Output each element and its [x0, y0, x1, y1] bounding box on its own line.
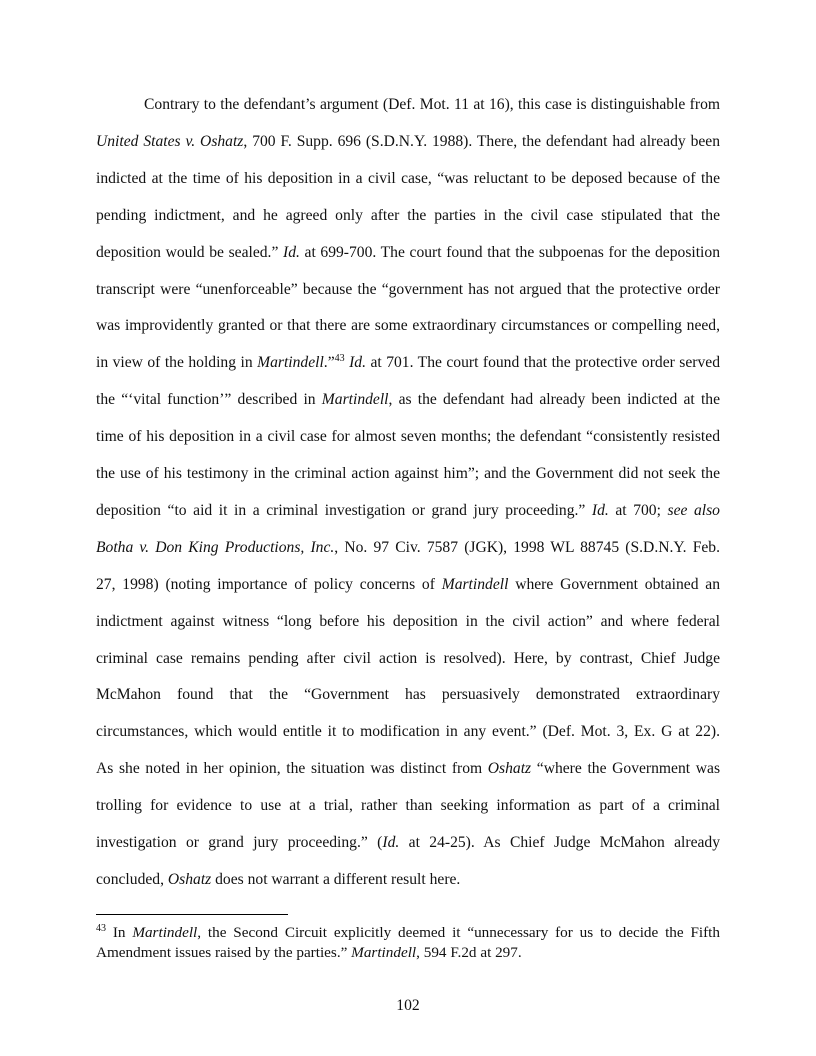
footnote-line	[96, 923, 720, 943]
text-run: “where the Government was	[531, 760, 721, 778]
text-line	[96, 683, 720, 707]
text-line	[96, 388, 720, 412]
citation-italic: Oshatz	[487, 760, 532, 778]
text-run: criminal case remains pending after civil action is resolved). Here, by contrast, Chief Judge	[96, 649, 720, 667]
footnote-line	[96, 943, 720, 963]
text-run: at 701. The court found that the protective order served	[366, 354, 721, 372]
text-line	[96, 610, 720, 634]
text-line	[96, 647, 720, 671]
citation-italic: Id.	[349, 354, 366, 372]
text-line	[96, 241, 720, 265]
page-number: 102	[396, 997, 420, 1014]
text-line	[96, 425, 720, 449]
text-run: In	[106, 924, 133, 941]
text-line	[96, 868, 720, 892]
text-run: , No. 97 Civ. 7587 (JGK), 1998 WL 88745 (S.D.N.Y. Feb.	[334, 538, 720, 556]
text-line	[96, 573, 720, 597]
citation-italic: United States v. Oshatz	[96, 132, 244, 150]
text-line	[96, 794, 720, 818]
text-line	[96, 536, 720, 560]
citation-italic: Id.	[382, 834, 400, 851]
text-line	[96, 130, 720, 154]
text-line	[144, 93, 720, 117]
text-line	[96, 278, 720, 302]
text-run: indictment against witness “long before his deposition in the civil action” and where federal	[96, 612, 720, 630]
citation-italic: see also	[667, 501, 720, 519]
text-run: , 700 F. Supp. 696 (S.D.N.Y. 1988). There, the defendant had already been	[243, 132, 721, 150]
text-run: deposition would be sealed.”	[96, 243, 283, 261]
citation-italic: Martindell	[441, 575, 509, 593]
citation-italic: Id.	[283, 243, 300, 261]
citation-italic: Id.	[591, 501, 609, 519]
text-line	[96, 720, 720, 744]
text-run: Amendment issues raised by the parties.”	[96, 944, 352, 961]
text-run: 27, 1998) (noting importance of policy concerns of	[96, 575, 442, 593]
text-run: , the Second Circuit explicitly deemed it “unnecessary for us to decide the Fifth	[197, 924, 720, 941]
footnote-marker: 43	[96, 922, 106, 934]
text-run: the use of his testimony in the criminal action against him”; and the Government did not seek the	[96, 465, 720, 482]
text-run: in view of the holding in	[96, 354, 258, 372]
text-run: deposition “to aid it in a criminal investigation or grand jury proceeding.”	[96, 501, 592, 519]
text-run: pending indictment, and he agreed only after the parties in the civil case stipulated that the	[96, 206, 720, 224]
text-line	[96, 351, 720, 375]
text-line	[96, 499, 720, 523]
text-run: Contrary to the defendant’s argument (Def. Mot. 11 at 16), this case is distinguishable from	[144, 96, 720, 113]
citation-italic: Oshatz	[167, 870, 212, 888]
text-run: at 699-700. The court found that the subpoenas for the deposition	[299, 243, 720, 261]
text-run: was improvidently granted or that there are some extraordinary circumstances or compelling need,	[96, 317, 720, 335]
citation-italic: Botha v. Don King Productions, Inc.	[96, 538, 335, 556]
citation-italic: Martindell	[132, 924, 198, 941]
text-run: indicted at the time of his deposition in a civil case, “was reluctant to be deposed because of the	[96, 169, 720, 187]
text-run: at 700;	[608, 501, 668, 519]
text-run: investigation or grand jury proceeding.” (	[96, 834, 383, 851]
text-run: time of his deposition in a civil case for almost seven months; the defendant “consistently resisted	[96, 428, 720, 446]
text-run: McMahon found that the “Government has persuasively demonstrated extraordinary	[96, 686, 720, 704]
text-run: transcript were “unenforceable” because the “government has not argued that the protective order	[96, 280, 720, 298]
text-run: concluded,	[96, 870, 168, 888]
text-run: circumstances, which would entitle it to modification in any event.” (Def. Mot. 3, Ex. G at 22).	[96, 723, 720, 741]
citation-italic: Martindell	[257, 354, 324, 372]
text-line	[96, 204, 720, 228]
footnote-divider	[96, 914, 288, 915]
text-run: , as the defendant had already been indicted at the	[388, 391, 720, 409]
footnote-marker: 43	[334, 353, 345, 365]
text-line	[96, 757, 720, 781]
citation-italic: Martindell	[351, 944, 417, 961]
text-line	[96, 831, 720, 855]
text-run: does not warrant a different result here.	[211, 870, 461, 888]
citation-italic: Martindell	[321, 391, 389, 409]
text-run: trolling for evidence to use at a trial, rather than seeking information as part of a criminal	[96, 797, 720, 815]
text-run: , 594 F.2d at 297.	[416, 944, 522, 961]
text-run: the “‘vital function’” described in	[96, 391, 322, 409]
text-line	[96, 167, 720, 191]
text-run: at 24-25). As Chief Judge McMahon already	[399, 834, 721, 851]
text-run: As she noted in her opinion, the situation was distinct from	[96, 760, 488, 778]
text-run: .”	[323, 354, 335, 372]
text-line	[96, 462, 720, 486]
text-line	[96, 314, 720, 338]
text-run: where Government obtained an	[508, 575, 720, 593]
